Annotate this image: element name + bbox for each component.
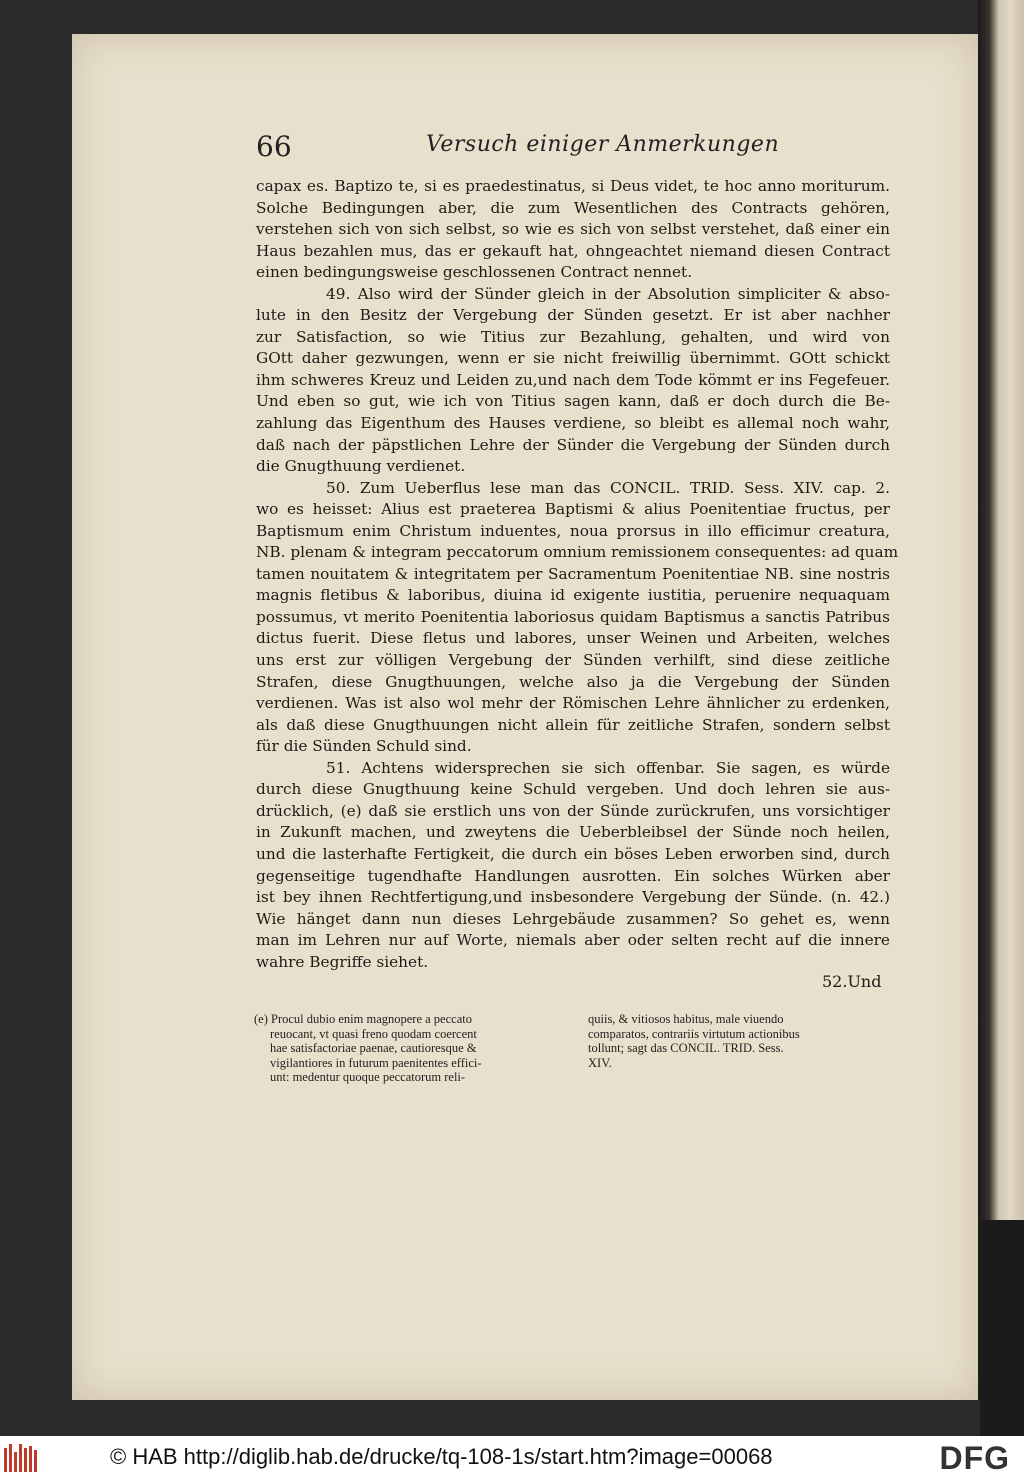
- text-line: zur Satisfaction, so wie Titius zur Bezahlung, gehalten, und wird von: [256, 327, 890, 346]
- text-line: magnis fletibus & laboribus, diuina id exigente iustitia, peruenire nequaquam: [256, 586, 890, 605]
- text-line: possumus, vt merito Poenitentia laboriosus quidam Baptismus a sanctis Patribus: [256, 607, 890, 626]
- text-line: drücklich, (e) daß sie erstlich uns von der Sünde zurückrufen, uns vorsichtiger: [256, 801, 890, 820]
- page-header: [256, 130, 816, 170]
- footer-bar: [0, 1436, 1024, 1479]
- text-line: verstehen sich von sich selbst, so wie es sich von selbst verstehet, daß einer ein: [256, 220, 890, 239]
- footnote-line: XIV.: [588, 1055, 612, 1070]
- text-line: in Zukunft machen, und zweytens die Ueberbleibsel der Sünde noch heilen,: [256, 823, 890, 842]
- page-number: 66: [256, 130, 292, 163]
- text-line: man im Lehren nur auf Worte, niemals aber oder selten recht auf die innere: [256, 931, 890, 950]
- text-line: GOtt daher gezwungen, wenn er sie nicht freiwillig übernimmt. GOtt schickt: [256, 349, 890, 368]
- text-line: daß nach der päpstlichen Lehre der Sünder die Vergebung der Sünden durch: [256, 435, 890, 454]
- footnote-line: quiis, & vitiosos habitus, male viuendo: [588, 1012, 784, 1026]
- footnote-line: tollunt; sagt das CONCIL. TRID. Sess.: [588, 1041, 784, 1056]
- copyright-link[interactable]: © HAB http://diglib.hab.de/drucke/tq-108-1s/start.htm?image=00068: [110, 1444, 773, 1469]
- text-line: wo es heisset: Alius est praeterea Baptismi & alius Poenitentiae fructus, per: [256, 500, 890, 519]
- text-line: Strafen, diese Gnugthuungen, welche also ja die Vergebung der Sünden: [256, 672, 890, 691]
- body-text: [256, 176, 899, 973]
- footnote-column-left: [254, 1012, 560, 1085]
- footnote-line: reuocant, vt quasi freno quodam coercent: [270, 1026, 477, 1041]
- footnote-line: hae satisfactoriae paenae, cautioresque &: [270, 1041, 477, 1056]
- text-line: einen bedingungsweise geschlossenen Contract nennet.: [256, 263, 693, 282]
- text-line: als daß diese Gnugthuungen nicht allein für zeitliche Strafen, sondern selbst: [256, 715, 890, 734]
- text-line: Und eben so gut, wie ich von Titius sagen kann, daß er doch durch die Be-: [256, 392, 890, 411]
- text-line: zahlung das Eigenthum des Hauses verdiene, so bleibt es allemal noch wahr,: [256, 414, 890, 433]
- text-line: und die lasterhafte Fertigkeit, die durch ein böses Leben erworben sind, durch: [256, 844, 890, 863]
- text-line: Wie hänget dann nun dieses Lehrgebäude zusammen? So gehet es, wenn: [256, 909, 890, 928]
- footnote-line: vigilantiores in futurum paenitentes effici-: [270, 1055, 482, 1070]
- dfg-logo: DFG: [939, 1440, 1010, 1476]
- scan-dark-strip: [980, 1220, 1024, 1436]
- footnote-line: comparatos, contrariis virtutum actionibus: [588, 1026, 800, 1041]
- text-line: 50. Zum Ueberflus lese man das CONCIL. TRID. Sess. XIV. cap. 2.: [326, 478, 890, 497]
- text-line: ihm schweres Kreuz und Leiden zu,und nach dem Tode kömmt er ins Fegefeuer.: [256, 370, 890, 389]
- text-line: Haus bezahlen mus, das er gekauft hat, ohngeachtet niemand diesen Contract: [256, 241, 890, 260]
- text-line: dictus fuerit. Diese fletus und labores, unser Weinen und Arbeiten, welches: [256, 629, 890, 648]
- text-line: 51. Achtens widersprechen sie sich offenbar. Sie sagen, es würde: [326, 758, 890, 777]
- text-line: uns erst zur völligen Vergebung der Sünden verhilft, sind diese zeitliche: [256, 651, 890, 670]
- text-line: NB. plenam & integram peccatorum omnium remissionem consequentes: ad quam: [256, 543, 899, 562]
- text-line: die Gnugthuung verdienet.: [256, 457, 466, 476]
- text-line: gegenseitige tugendhafte Handlungen ausrotten. Ein solches Würken aber: [256, 866, 890, 885]
- text-line: Solche Bedingungen aber, die zum Wesentlichen des Contracts gehören,: [256, 198, 890, 217]
- catchword: 52.Und: [822, 972, 882, 991]
- text-line: wahre Begriffe siehet.: [256, 952, 429, 971]
- text-line: verdienen. Was ist also wol mehr der Römischen Lehre ähnlicher zu erdenken,: [256, 694, 890, 713]
- footnote-line: (e) Procul dubio enim magnopere a peccato: [254, 1012, 472, 1026]
- text-line: capax es. Baptizo te, si es praedestinatus, si Deus videt, te hoc anno moriturum.: [256, 177, 890, 195]
- running-head: Versuch einiger Anmerkungen: [426, 132, 780, 157]
- next-page-edge: [978, 0, 1024, 1400]
- text-line: 49. Also wird der Sünder gleich in der Absolution simpliciter & abso-: [326, 284, 890, 303]
- text-line: tamen nouitatem & integritatem per Sacramentum Poenitentiae NB. sine nostris: [256, 564, 890, 583]
- text-line: durch diese Gnugthuung keine Schuld vergeben. Und doch lehren sie aus-: [256, 780, 890, 799]
- book-page: [72, 34, 978, 1400]
- footnote-column-right: [588, 1012, 884, 1070]
- text-line: ist bey ihnen Rechtfertigung,und insbesondere Vergebung der Sünde. (n. 42.): [256, 888, 890, 907]
- text-line: Baptismum enim Christum induentes, noua prorsus in illo efficimur creatura,: [256, 521, 890, 540]
- text-line: lute in den Besitz der Vergebung der Sünden gesetzt. Er ist aber nachher: [256, 306, 890, 325]
- footnote-line: unt: medentur quoque peccatorum reli-: [270, 1070, 466, 1085]
- text-line: für die Sünden Schuld sind.: [256, 737, 472, 756]
- library-logo-icon: [4, 1442, 38, 1472]
